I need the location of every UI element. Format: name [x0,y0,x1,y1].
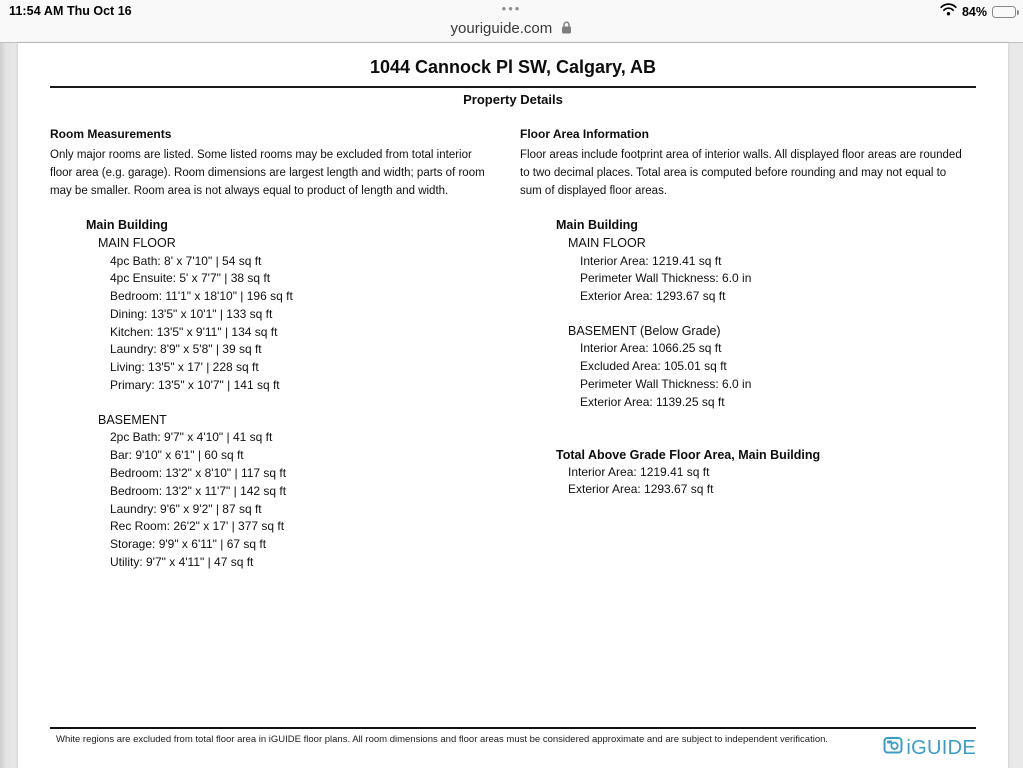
lock-icon [561,21,572,38]
total-area-entry: Exterior Area: 1293.67 sq ft [568,482,714,497]
room-entry: Laundry: 8'9" x 5'8" | 39 sq ft [110,342,262,357]
area-entry: Exterior Area: 1293.67 sq ft [580,289,726,304]
total-above-grade-heading: Total Above Grade Floor Area, Main Building [556,447,821,462]
floor-name: BASEMENT (Below Grade) [568,323,721,338]
room-entry: 4pc Ensuite: 5' x 7'7" | 38 sq ft [110,271,271,286]
rooms-building-heading: Main Building [86,218,168,232]
room-measurements-heading: Room Measurements [50,127,172,141]
iguide-camera-icon [883,735,903,760]
multitask-dots-indicator[interactable]: ••• [501,1,522,16]
property-address-title: 1044 Cannock Pl SW, Calgary, AB [369,57,657,77]
battery-percent: 84% [961,5,987,19]
document-footer [50,727,976,760]
area-entry: Interior Area: 1219.41 sq ft [580,253,722,268]
room-entry: Primary: 13'5" x 10'7" | 141 sq ft [110,378,280,393]
pdf-viewport [0,43,1023,768]
room-entry: 4pc Bath: 8' x 7'10" | 54 sq ft [110,253,262,268]
areas-list [520,218,976,572]
floor-area-info-heading: Floor Area Information [520,127,649,141]
document-page [18,43,1008,768]
room-entry: Storage: 9'9" x 6'11" | 67 sq ft [110,537,267,552]
area-entry: Interior Area: 1066.25 sq ft [580,341,722,356]
floor-name: MAIN FLOOR [568,236,646,250]
room-entry: Kitchen: 13'5" x 9'11" | 134 sq ft [110,324,278,339]
total-area-entry: Interior Area: 1219.41 sq ft [568,464,710,479]
page-subtitle: Property Details [463,92,563,107]
url-text: youriguide.com [450,20,553,37]
status-date: Thu Oct 16 [67,4,132,18]
iguide-logo[interactable] [883,735,976,760]
status-time: 11:54 AM [9,4,64,18]
title-divider [50,86,976,88]
room-entry: Rec Room: 26'2" x 17' | 377 sq ft [110,519,285,534]
footer-disclaimer: White regions are excluded from total floor area in iGUIDE floor plans. All room dimensions and floor areas must be considered approximate and are subject to independent verification. [56,734,829,745]
room-entry: 2pc Bath: 9'7" x 4'10" | 41 sq ft [110,430,273,445]
iguide-logo-text: iGUIDE [906,736,976,759]
room-entry: Laundry: 9'6" x 9'2" | 87 sq ft [110,501,262,516]
floor-name: BASEMENT [98,412,167,427]
battery-icon [992,6,1016,18]
room-entry: Bedroom: 13'2" x 8'10" | 117 sq ft [110,465,287,480]
room-measurements-description: Only major rooms are listed. Some listed rooms may be excluded from total interior floor area (e.g. garage). Room dimensions are largest length and width; parts of room may be smaller. Room area is not always equal to product of length and width. [50,149,485,197]
wifi-icon [940,3,957,21]
room-entry: Bedroom: 11'1" x 18'10" | 196 sq ft [110,289,293,304]
rooms-list [50,218,520,572]
area-entry: Perimeter Wall Thickness: 6.0 in [580,376,752,391]
room-measurements-blurb [50,127,520,200]
areas-building-heading: Main Building [556,218,638,232]
area-entry: Excluded Area: 105.01 sq ft [580,359,727,374]
room-entry: Bedroom: 13'2" x 11'7" | 142 sq ft [110,483,287,498]
browser-chrome [0,0,1023,43]
floor-name: MAIN FLOOR [98,236,176,250]
floor-area-info-blurb [520,127,976,200]
room-entry: Dining: 13'5" x 10'1" | 133 sq ft [110,306,273,321]
area-entry: Exterior Area: 1139.25 sq ft [580,394,725,409]
area-entry: Perimeter Wall Thickness: 6.0 in [580,271,752,286]
page-gutter-left [0,43,18,768]
floor-area-info-description: Floor areas include footprint area of interior walls. All displayed floor areas are rounded to two decimal places. Total area is computed before rounding and may not equal to sum of displayed floor areas. [520,149,962,197]
address-bar[interactable] [0,20,1023,38]
room-entry: Utility: 9'7" x 4'11" | 47 sq ft [110,554,254,569]
page-gutter-right [1008,43,1023,768]
room-entry: Bar: 9'10" x 6'1" | 60 sq ft [110,448,244,463]
room-entry: Living: 13'5" x 17' | 228 sq ft [110,360,259,375]
